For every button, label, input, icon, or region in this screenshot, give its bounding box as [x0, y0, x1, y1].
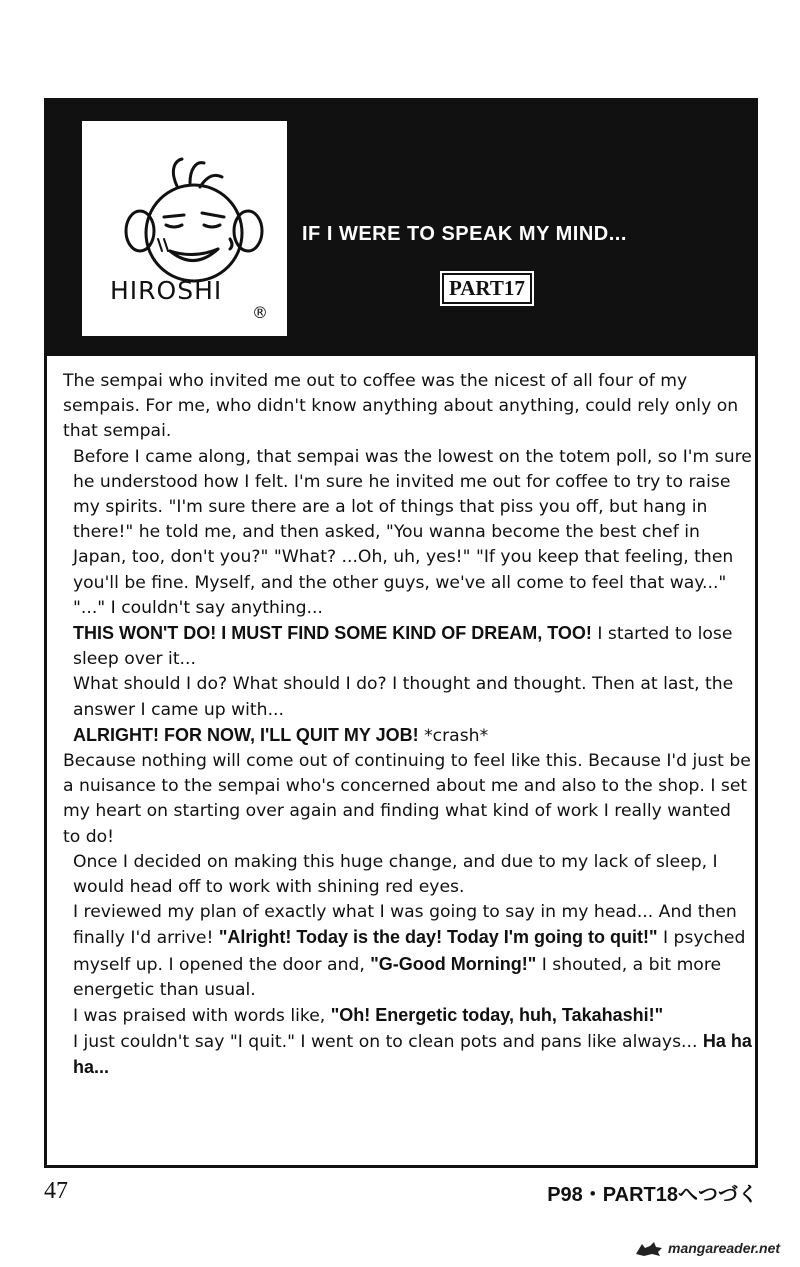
page-number: 47: [44, 1178, 68, 1204]
paragraph: [63, 1003, 753, 1029]
paragraph-text: I started to lose sleep over it...: [73, 624, 733, 670]
emphasis-text: "G-Good Morning!": [370, 953, 537, 974]
watermark: [634, 1238, 794, 1260]
page-frame: [44, 98, 758, 1168]
emphasis-text: "Alright! Today is the day! Today I'm going to quit!": [218, 927, 658, 948]
paragraph-text: I psyched myself up. I opened the door and,: [73, 928, 746, 975]
author-avatar: [82, 121, 287, 336]
cat-logo-icon: [634, 1238, 664, 1258]
paragraph: Once I decided on making this huge change, and due to my lack of sleep, I would head off to work with shining red eyes.: [73, 851, 718, 898]
paragraph-text: I shouted, a bit more energetic than usual.: [73, 954, 722, 1000]
paragraph: [63, 723, 753, 749]
paragraph: What should I do? What should I do? I thought and thought. Then at last, the answer I came up with...: [73, 674, 734, 720]
paragraph: [63, 621, 753, 672]
continued-reference: P98・PART18へつづく: [547, 1184, 758, 1206]
emphasis-text: "Oh! Energetic today, huh, Takahashi!": [330, 1005, 664, 1026]
header-band: [47, 101, 755, 356]
paragraph: Before I came along, that sempai was the lowest on the totem poll, so I'm sure he understood how I felt. I'm sure he invited me out for coffee to try to raise my spirits. "I'm sure there are a lot of things that piss you off, but hang in there!" he told me, and then asked, "You wanna become the best chef in Japan, too, don't you?" "What? ...Oh, uh, yes!" "If you keep that feeling, then you'll be fine. Myself, and the other guys, we've all come to feel that way..." "..." I couldn't say anything...: [73, 446, 752, 618]
paragraph: [63, 1029, 753, 1081]
column-body: [63, 369, 753, 1082]
paragraph-text: I just couldn't say "I quit." I went on to clean pots and pans like always...: [73, 1032, 703, 1053]
paragraph: [63, 900, 753, 1003]
emphasis-text: THIS WON'T DO! I MUST FIND SOME KIND OF DREAM, TOO!: [73, 623, 592, 644]
column-title: IF I WERE TO SPEAK MY MIND...: [302, 223, 627, 245]
emphasis-text: Ha ha ha...: [73, 1031, 752, 1078]
emphasis-text: ALRIGHT! FOR NOW, I'LL QUIT MY JOB!: [73, 724, 419, 745]
watermark-text: mangareader.net: [668, 1240, 781, 1256]
paragraph-text: I reviewed my plan of exactly what I was going to say in my head... And then finally I'd arrive!: [73, 902, 737, 949]
paragraph-text: *crash*: [418, 725, 489, 746]
paragraph: The sempai who invited me out to coffee was the nicest of all four of my sempais. For me, who didn't know anything about anything, could rely only on that sempai.: [63, 371, 739, 442]
paragraph-text: I was praised with words like,: [73, 1006, 331, 1027]
registered-mark: ®: [252, 303, 268, 322]
part-badge: PART17: [442, 273, 532, 304]
paragraph: Because nothing will come out of continuing to feel like this. Because I'd just be a nuisance to the sempai who's concerned about me and also to the shop. I set my heart on starting over again and finding what kind of work I really wanted to do!: [63, 751, 751, 847]
avatar-name-signature: HIROSHI: [110, 276, 223, 305]
